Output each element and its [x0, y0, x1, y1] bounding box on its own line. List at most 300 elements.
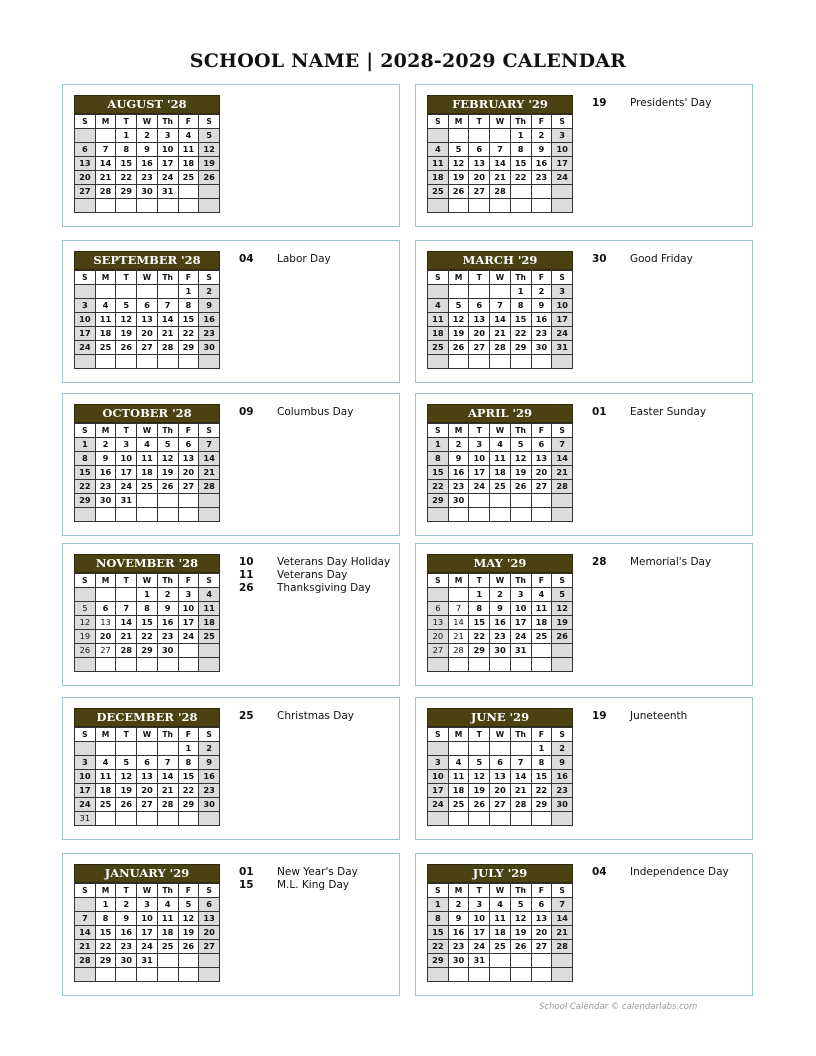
weekday-header: F: [531, 728, 552, 742]
day-cell: 17: [116, 466, 137, 480]
day-cell: 27: [469, 341, 490, 355]
week-row: [75, 588, 220, 602]
day-cell: 17: [75, 784, 96, 798]
day-cell: [137, 812, 158, 826]
day-cell: 1: [531, 742, 552, 756]
day-cell: 13: [199, 912, 220, 926]
day-cell: 30: [157, 644, 178, 658]
day-cell: [552, 508, 573, 522]
day-cell: [199, 954, 220, 968]
week-row: [428, 438, 573, 452]
weekday-header: S: [75, 884, 96, 898]
holiday-name: Presidents' Day: [630, 97, 712, 109]
day-cell: 29: [95, 954, 116, 968]
weekday-header: S: [75, 728, 96, 742]
day-cell: 17: [137, 926, 158, 940]
week-row: [428, 756, 573, 770]
weekday-header: M: [95, 884, 116, 898]
weekday-header: T: [469, 884, 490, 898]
day-cell: [510, 508, 531, 522]
day-cell: 6: [531, 438, 552, 452]
month-day-table: [427, 573, 573, 672]
day-cell: 6: [137, 299, 158, 313]
day-cell: [157, 812, 178, 826]
day-cell: [75, 968, 96, 982]
month-panel: [415, 853, 753, 996]
day-cell: 2: [137, 129, 158, 143]
day-cell: 5: [510, 898, 531, 912]
week-row: [75, 285, 220, 299]
weekday-header: M: [448, 884, 469, 898]
week-row: [428, 898, 573, 912]
day-cell: [95, 588, 116, 602]
weekday-header: W: [490, 115, 511, 129]
day-cell: 7: [510, 756, 531, 770]
day-cell: 21: [490, 327, 511, 341]
day-cell: 18: [531, 616, 552, 630]
day-cell: [199, 644, 220, 658]
week-row: [428, 798, 573, 812]
holiday-list: [592, 406, 752, 419]
holiday-list: [592, 866, 752, 879]
day-cell: [428, 742, 449, 756]
day-cell: 11: [490, 912, 511, 926]
day-cell: 21: [157, 327, 178, 341]
day-cell: 8: [531, 756, 552, 770]
day-cell: [510, 812, 531, 826]
day-cell: 17: [75, 327, 96, 341]
day-cell: [116, 199, 137, 213]
day-cell: 23: [531, 171, 552, 185]
day-cell: 7: [157, 299, 178, 313]
day-cell: [469, 355, 490, 369]
day-cell: [448, 812, 469, 826]
day-cell: [199, 658, 220, 672]
month-calendar: [74, 708, 220, 826]
day-cell: 13: [137, 770, 158, 784]
day-cell: 11: [448, 770, 469, 784]
week-row: [75, 742, 220, 756]
day-cell: 18: [428, 327, 449, 341]
day-cell: 2: [448, 438, 469, 452]
week-row: [75, 954, 220, 968]
day-cell: 11: [428, 157, 449, 171]
day-cell: 17: [157, 157, 178, 171]
month-title: APRIL '29: [427, 404, 573, 423]
day-cell: 21: [552, 926, 573, 940]
day-cell: 26: [469, 798, 490, 812]
week-row: [75, 812, 220, 826]
day-cell: 20: [137, 784, 158, 798]
week-row: [428, 968, 573, 982]
day-cell: 16: [531, 157, 552, 171]
holiday-name: Memorial's Day: [630, 556, 712, 568]
holiday-list: [592, 253, 752, 266]
month-calendar: [74, 251, 220, 369]
day-cell: 23: [137, 171, 158, 185]
week-row: [75, 129, 220, 143]
weekday-header: W: [137, 728, 158, 742]
day-cell: 26: [510, 940, 531, 954]
day-cell: [448, 285, 469, 299]
holiday-date: 09: [239, 406, 254, 418]
weekday-header: S: [199, 574, 220, 588]
week-row: [428, 480, 573, 494]
day-cell: 27: [469, 185, 490, 199]
week-row: [75, 143, 220, 157]
day-cell: [469, 508, 490, 522]
day-cell: 22: [137, 630, 158, 644]
day-cell: 10: [75, 313, 96, 327]
day-cell: 2: [490, 588, 511, 602]
day-cell: 20: [469, 327, 490, 341]
weekday-header: M: [448, 271, 469, 285]
day-cell: [75, 508, 96, 522]
day-cell: 15: [75, 466, 96, 480]
day-cell: 28: [199, 480, 220, 494]
holiday-date: 28: [592, 556, 607, 568]
week-row: [75, 199, 220, 213]
day-cell: [199, 812, 220, 826]
holiday-list: [239, 406, 399, 419]
day-cell: [469, 494, 490, 508]
day-cell: 12: [199, 143, 220, 157]
day-cell: 27: [428, 644, 449, 658]
month-calendar: [427, 404, 573, 522]
weekday-header: F: [531, 424, 552, 438]
day-cell: 1: [510, 129, 531, 143]
day-cell: 24: [552, 327, 573, 341]
day-cell: [448, 199, 469, 213]
day-cell: [157, 508, 178, 522]
day-cell: 3: [510, 588, 531, 602]
day-cell: [75, 355, 96, 369]
day-cell: 15: [510, 157, 531, 171]
month-title: NOVEMBER '28: [74, 554, 220, 573]
day-cell: 28: [116, 644, 137, 658]
day-cell: [448, 129, 469, 143]
day-cell: 3: [552, 285, 573, 299]
day-cell: 7: [75, 912, 96, 926]
week-row: [75, 968, 220, 982]
day-cell: 31: [116, 494, 137, 508]
day-cell: 17: [552, 313, 573, 327]
day-cell: [428, 129, 449, 143]
day-cell: 2: [552, 742, 573, 756]
day-cell: [75, 285, 96, 299]
day-cell: 25: [157, 940, 178, 954]
day-cell: 31: [137, 954, 158, 968]
day-cell: [137, 968, 158, 982]
month-panel: [62, 393, 400, 536]
week-row: [428, 812, 573, 826]
day-cell: 30: [490, 644, 511, 658]
day-cell: [531, 644, 552, 658]
day-cell: 9: [95, 452, 116, 466]
holiday-name: Good Friday: [630, 253, 693, 265]
day-cell: [137, 494, 158, 508]
day-cell: 20: [178, 466, 199, 480]
day-cell: 14: [199, 452, 220, 466]
day-cell: 12: [116, 770, 137, 784]
day-cell: 3: [116, 438, 137, 452]
week-row: [428, 452, 573, 466]
month-title: JULY '29: [427, 864, 573, 883]
day-cell: [95, 199, 116, 213]
day-cell: 9: [448, 912, 469, 926]
weekday-header: F: [531, 574, 552, 588]
week-row: [75, 616, 220, 630]
day-cell: [490, 742, 511, 756]
day-cell: 29: [116, 185, 137, 199]
day-cell: 20: [469, 171, 490, 185]
day-cell: 31: [75, 812, 96, 826]
day-cell: 22: [428, 940, 449, 954]
day-cell: 10: [469, 452, 490, 466]
day-cell: 14: [552, 452, 573, 466]
day-cell: 9: [490, 602, 511, 616]
day-cell: 23: [116, 940, 137, 954]
day-cell: 6: [531, 898, 552, 912]
day-cell: [490, 355, 511, 369]
day-cell: [448, 355, 469, 369]
weekday-header: M: [448, 574, 469, 588]
day-cell: 16: [531, 313, 552, 327]
day-cell: 9: [531, 143, 552, 157]
day-cell: [178, 355, 199, 369]
day-cell: 22: [178, 784, 199, 798]
weekday-header: S: [75, 115, 96, 129]
day-cell: [178, 812, 199, 826]
weekday-header: F: [531, 884, 552, 898]
day-cell: 30: [199, 798, 220, 812]
day-cell: [448, 508, 469, 522]
day-cell: [428, 588, 449, 602]
month-panel: [415, 84, 753, 227]
holiday-date: 01: [239, 866, 254, 878]
day-cell: 4: [448, 756, 469, 770]
day-cell: 24: [137, 940, 158, 954]
day-cell: 11: [95, 313, 116, 327]
day-cell: 30: [531, 341, 552, 355]
day-cell: 24: [469, 480, 490, 494]
day-cell: 27: [531, 480, 552, 494]
day-cell: [469, 742, 490, 756]
day-cell: [199, 355, 220, 369]
holiday-name: Thanksgiving Day: [277, 582, 371, 594]
month-panel: [62, 543, 400, 686]
day-cell: [157, 285, 178, 299]
month-title: SEPTEMBER '28: [74, 251, 220, 270]
day-cell: 24: [157, 171, 178, 185]
day-cell: 6: [137, 756, 158, 770]
week-row: [428, 466, 573, 480]
weekday-header: Th: [510, 271, 531, 285]
day-cell: 7: [552, 438, 573, 452]
day-cell: [157, 968, 178, 982]
day-cell: [116, 968, 137, 982]
day-cell: 26: [448, 341, 469, 355]
weekday-header: W: [137, 884, 158, 898]
day-cell: 20: [531, 466, 552, 480]
day-cell: 5: [199, 129, 220, 143]
day-cell: 14: [95, 157, 116, 171]
day-cell: 22: [75, 480, 96, 494]
holiday-item: [239, 569, 399, 582]
day-cell: 24: [75, 341, 96, 355]
holiday-name: M.L. King Day: [277, 879, 350, 891]
day-cell: 30: [199, 341, 220, 355]
day-cell: [448, 742, 469, 756]
weekday-header: F: [531, 271, 552, 285]
day-cell: 17: [510, 616, 531, 630]
day-cell: 19: [157, 466, 178, 480]
day-cell: [157, 658, 178, 672]
day-cell: 14: [552, 912, 573, 926]
day-cell: [137, 355, 158, 369]
day-cell: [552, 968, 573, 982]
day-cell: 1: [178, 742, 199, 756]
weekday-header: Th: [510, 728, 531, 742]
week-row: [428, 770, 573, 784]
weekday-header: M: [448, 115, 469, 129]
day-cell: 18: [448, 784, 469, 798]
day-cell: 15: [178, 313, 199, 327]
day-cell: 2: [531, 285, 552, 299]
day-cell: 19: [178, 926, 199, 940]
day-cell: 30: [137, 185, 158, 199]
day-cell: [469, 199, 490, 213]
month-panel: [415, 240, 753, 383]
day-cell: [510, 199, 531, 213]
weekday-header: S: [552, 884, 573, 898]
holiday-name: Labor Day: [277, 253, 331, 265]
day-cell: 18: [490, 466, 511, 480]
day-cell: 12: [448, 313, 469, 327]
week-row: [428, 355, 573, 369]
day-cell: 7: [116, 602, 137, 616]
month-title: FEBRUARY '29: [427, 95, 573, 114]
day-cell: 16: [137, 157, 158, 171]
weekday-header: W: [490, 271, 511, 285]
day-cell: 25: [448, 798, 469, 812]
weekday-header: T: [116, 271, 137, 285]
day-cell: [490, 285, 511, 299]
weekday-header: W: [137, 574, 158, 588]
day-cell: [490, 658, 511, 672]
weekday-header: Th: [157, 115, 178, 129]
holiday-list: [592, 710, 752, 723]
day-cell: 22: [428, 480, 449, 494]
day-cell: 5: [448, 143, 469, 157]
month-title: DECEMBER '28: [74, 708, 220, 727]
weekday-header: F: [178, 884, 199, 898]
day-cell: [199, 185, 220, 199]
day-cell: 21: [490, 171, 511, 185]
holiday-item: [239, 253, 399, 266]
day-cell: 23: [199, 784, 220, 798]
day-cell: 3: [428, 756, 449, 770]
day-cell: 14: [510, 770, 531, 784]
day-cell: 23: [448, 940, 469, 954]
weekday-header: S: [428, 884, 449, 898]
day-cell: [428, 968, 449, 982]
day-cell: 27: [137, 341, 158, 355]
day-cell: 13: [178, 452, 199, 466]
day-cell: [157, 199, 178, 213]
week-row: [75, 630, 220, 644]
day-cell: [428, 199, 449, 213]
day-cell: 30: [552, 798, 573, 812]
day-cell: 23: [199, 327, 220, 341]
week-row: [75, 327, 220, 341]
weekday-header: Th: [510, 115, 531, 129]
month-day-table: [74, 727, 220, 826]
holiday-item: [592, 97, 752, 110]
day-cell: [510, 658, 531, 672]
day-cell: 17: [552, 157, 573, 171]
weekday-header: T: [469, 574, 490, 588]
day-cell: [552, 812, 573, 826]
weekday-header: S: [199, 271, 220, 285]
week-row: [428, 954, 573, 968]
day-cell: [428, 285, 449, 299]
holiday-item: [592, 866, 752, 879]
day-cell: 8: [469, 602, 490, 616]
holiday-name: Juneteenth: [630, 710, 688, 722]
day-cell: [552, 185, 573, 199]
day-cell: 13: [75, 157, 96, 171]
day-cell: 6: [178, 438, 199, 452]
day-cell: 15: [428, 466, 449, 480]
day-cell: [510, 355, 531, 369]
weekday-header: W: [490, 728, 511, 742]
day-cell: 5: [116, 756, 137, 770]
day-cell: [510, 742, 531, 756]
day-cell: 3: [552, 129, 573, 143]
day-cell: 8: [428, 452, 449, 466]
day-cell: 8: [75, 452, 96, 466]
day-cell: 7: [95, 143, 116, 157]
day-cell: 25: [199, 630, 220, 644]
week-row: [75, 480, 220, 494]
week-row: [428, 630, 573, 644]
day-cell: 20: [199, 926, 220, 940]
holiday-name: Easter Sunday: [630, 406, 707, 418]
day-cell: 20: [531, 926, 552, 940]
day-cell: 19: [448, 171, 469, 185]
day-cell: 6: [469, 143, 490, 157]
month-day-table: [427, 114, 573, 213]
week-row: [428, 313, 573, 327]
day-cell: 29: [75, 494, 96, 508]
holiday-list: [239, 556, 399, 595]
weekday-header: M: [95, 424, 116, 438]
month-panel: [415, 543, 753, 686]
week-row: [75, 798, 220, 812]
holiday-date: 04: [592, 866, 607, 878]
week-row: [75, 940, 220, 954]
day-cell: 12: [75, 616, 96, 630]
day-cell: 29: [510, 341, 531, 355]
day-cell: 1: [116, 129, 137, 143]
weekday-header: S: [199, 115, 220, 129]
weekday-header: S: [75, 271, 96, 285]
day-cell: 16: [448, 926, 469, 940]
day-cell: 21: [552, 466, 573, 480]
day-cell: 7: [552, 898, 573, 912]
day-cell: 22: [531, 784, 552, 798]
